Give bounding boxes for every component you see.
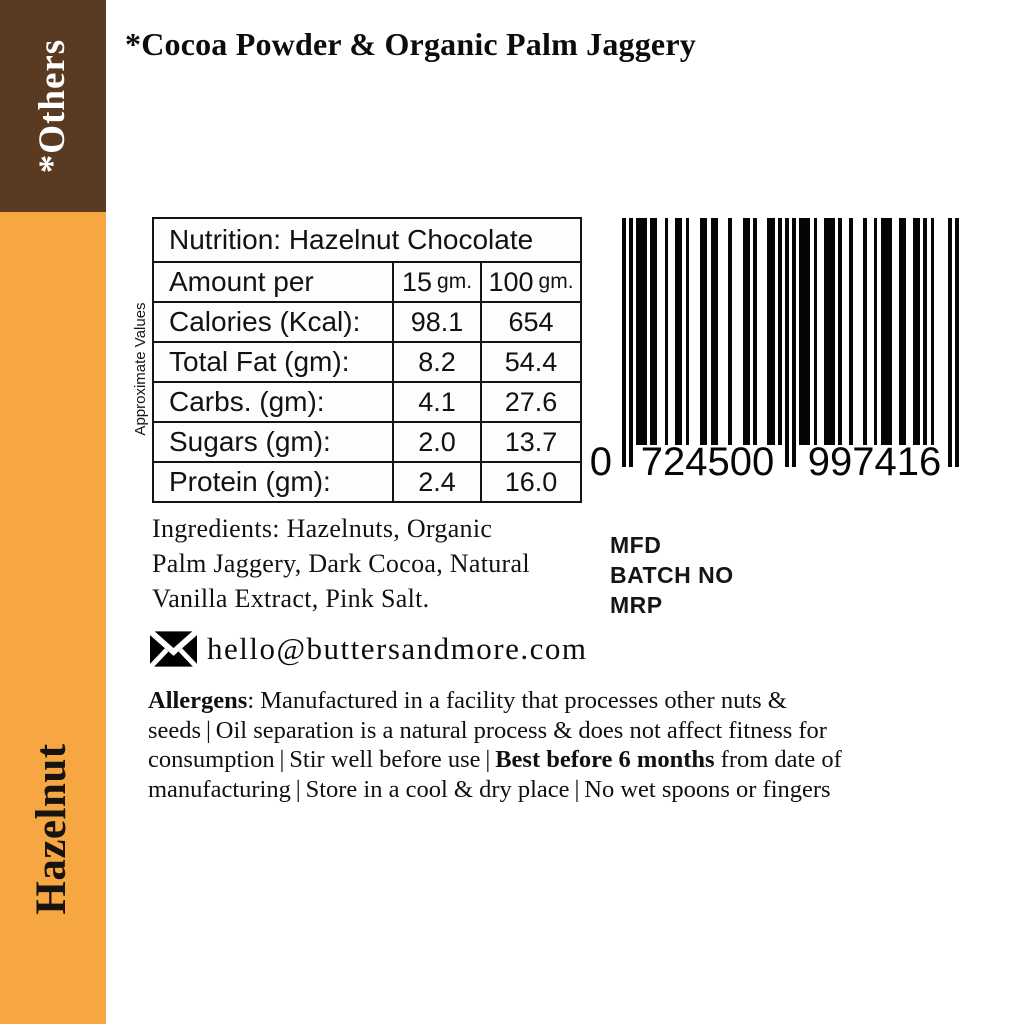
nutrition-table-title: Nutrition: Hazelnut Chocolate xyxy=(169,224,534,255)
protein-per-15gm: 2.4 xyxy=(392,463,480,501)
flavor-tab-label: Hazelnut xyxy=(28,743,75,915)
nutrition-table xyxy=(152,217,582,503)
mrp-label: MRP xyxy=(610,592,663,618)
ingredients-line: Ingredients: Hazelnuts, Organic xyxy=(152,514,493,543)
table-row xyxy=(154,461,580,501)
allergens-line xyxy=(148,745,1018,775)
barcode-group2: 997416 xyxy=(807,440,942,484)
row-label-sugars: Sugars (gm): xyxy=(169,426,331,457)
allergens-line xyxy=(148,686,1018,716)
best-before-text: Best before 6 months xyxy=(495,746,715,773)
col1-quantity: 15 xyxy=(401,266,433,297)
total-fat-per-100gm: 54.4 xyxy=(480,343,580,381)
mfd-label: MFD xyxy=(610,532,662,558)
table-header-row xyxy=(154,261,580,301)
ingredients-text xyxy=(152,511,530,616)
row-label-carbs: Carbs. (gm): xyxy=(169,386,325,417)
ingredients-line: Vanilla Extract, Pink Salt. xyxy=(152,584,430,613)
allergens-line: manufacturing | Store in a cool & dry place | No wet spoons or fingers xyxy=(148,775,831,803)
sugars-per-100gm: 13.7 xyxy=(480,423,580,461)
carbs-per-15gm: 4.1 xyxy=(392,383,480,421)
envelope-icon xyxy=(150,631,197,667)
table-row xyxy=(154,341,580,381)
barcode-left-digit: 0 xyxy=(589,440,612,484)
email-address: hello@buttersandmore.com xyxy=(207,631,588,666)
table-row xyxy=(154,219,580,261)
allergens-line-text: from date of xyxy=(714,746,842,773)
others-tab-label: *Others xyxy=(32,38,73,174)
allergens-label: Allergens xyxy=(148,687,248,714)
ingredients-line: Palm Jaggery, Dark Cocoa, Natural xyxy=(152,549,530,578)
barcode-group1: 724500 xyxy=(640,440,775,484)
allergens-line-text: consumption | Stir well before use | xyxy=(148,746,496,773)
mfd-batch-mrp-block xyxy=(610,530,734,620)
barcode xyxy=(589,218,960,484)
col2-unit: gm. xyxy=(538,270,574,293)
allergens-text xyxy=(148,686,1018,804)
column-header-15gm xyxy=(392,263,480,301)
batch-no-label: BATCH NO xyxy=(610,562,734,588)
barcode-bars xyxy=(622,218,960,468)
allergens-line: seeds | Oil separation is a natural process & does not affect fitness for xyxy=(148,716,827,744)
calories-per-15gm: 98.1 xyxy=(392,303,480,341)
flavor-sidebar-tab xyxy=(0,212,106,1024)
row-label-protein: Protein (gm): xyxy=(169,466,331,497)
protein-per-100gm: 16.0 xyxy=(480,463,580,501)
table-row xyxy=(154,301,580,341)
contact-row xyxy=(150,631,587,667)
row-label-total-fat: Total Fat (gm): xyxy=(169,346,350,377)
row-label-calories: Calories (Kcal): xyxy=(169,306,361,337)
column-header-amount-per: Amount per xyxy=(169,266,314,297)
table-row xyxy=(154,381,580,421)
column-header-100gm xyxy=(480,263,580,301)
approximate-values-note: Approximate Values xyxy=(132,302,149,436)
carbs-per-100gm: 27.6 xyxy=(480,383,580,421)
col1-unit: gm. xyxy=(437,270,473,293)
calories-per-100gm: 654 xyxy=(480,303,580,341)
allergens-line-text: : Manufactured in a facility that processes other nuts & xyxy=(247,687,787,714)
others-category-tab xyxy=(0,0,106,212)
col2-quantity: 100 xyxy=(488,266,534,297)
product-subtitle: *Cocoa Powder & Organic Palm Jaggery xyxy=(125,26,696,62)
total-fat-per-15gm: 8.2 xyxy=(392,343,480,381)
table-row xyxy=(154,421,580,461)
sugars-per-15gm: 2.0 xyxy=(392,423,480,461)
